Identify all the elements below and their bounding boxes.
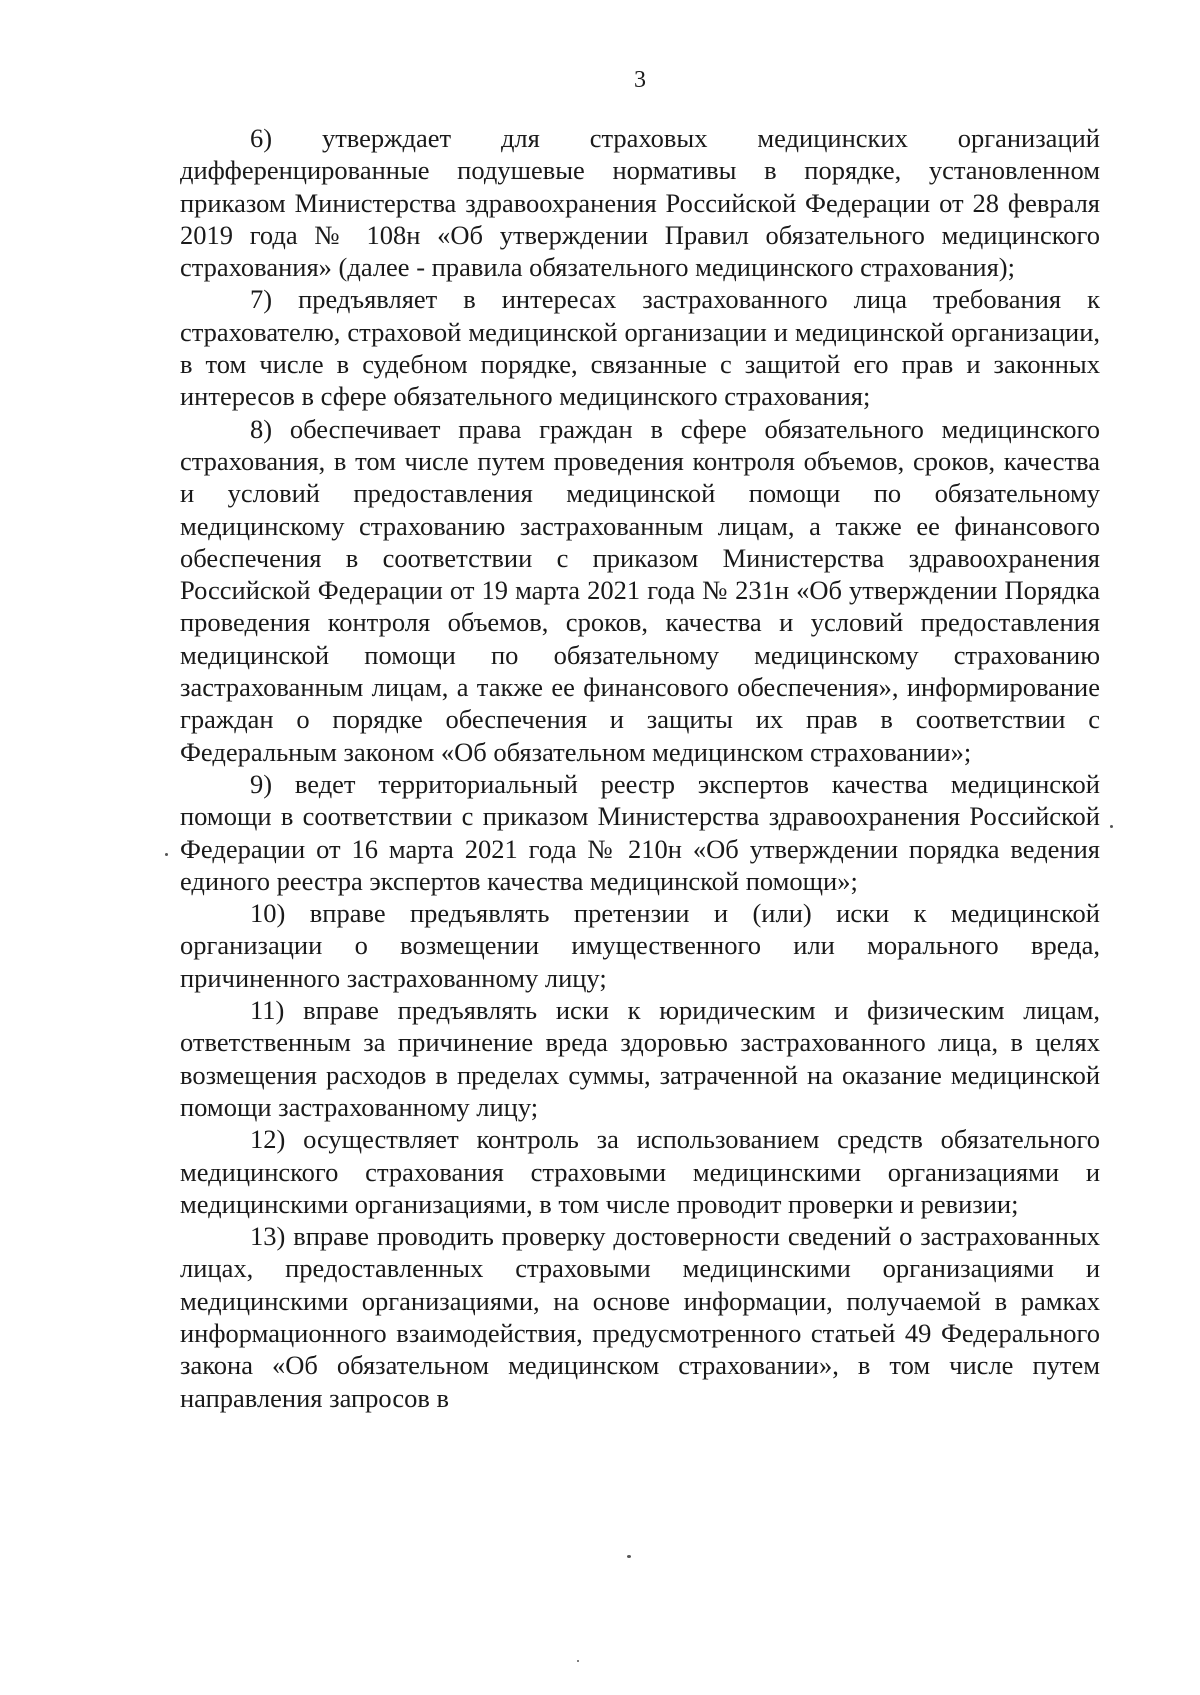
paragraph-item-12: 12) осуществляет контроль за использованием средств обязательного медицинского страхования страховыми медицинскими организациями и медицинскими организациями, в том числе проводит проверки и ревизии; xyxy=(180,1124,1100,1219)
scan-speck xyxy=(627,1555,631,1558)
paragraph-item-9: 9) ведет территориальный реестр экспертов качества медицинской помощи в соответствии с приказом Министерства здравоохранения Российской Федерации от 16 марта 2021 года № 210н «Об утверждении порядка ведения единого реестра экспертов качества медицинской помощи»; xyxy=(180,768,1100,896)
scan-speck xyxy=(1110,825,1113,828)
paragraph-item-11: 11) вправе предъявлять иски к юридическим и физическим лицам, ответственным за причинение вреда здоровью застрахованного лица, в целях возмещения расходов в пределах суммы, затраченной на оказание медицинской помощи застрахованному лицу; xyxy=(180,995,1100,1122)
paragraph-item-6: 6) утверждает для страховых медицинских организаций дифференцированные подушевые нормативы в порядке, установленном приказом Министерства здравоохранения Российской Федерации от 28 февраля 2019 года № 108н «Об утверждении Правил обязательного медицинского страхования» (далее - правила обязательного медицинского страхования); xyxy=(180,123,1100,283)
paragraph-item-7: 7) предъявляет в интересах застрахованного лица требования к страхователю, страховой медицинской организации и медицинской организации, в том числе в судебном порядке, связанные с защитой его прав и законных интересов в сфере обязательного медицинского страхования; xyxy=(180,284,1100,412)
scan-speck xyxy=(165,853,168,856)
paragraph-item-13-partial: 13) вправе проводить проверку достоверности сведений о застрахованных лицах, предоставленных страховыми медицинскими организациями и медицинскими организациями, на основе информации, получаемой в рамках информационного взаимодействия, предусмотренного статьей 49 Федерального закона «Об обязательном медицинском страховании», в том числе путем направления запросов в xyxy=(180,1221,1100,1413)
scan-speck xyxy=(577,1660,579,1662)
page-number: 3 xyxy=(634,67,646,93)
paragraph-item-10: 10) вправе предъявлять претензии и (или) иски к медицинской организации о возмещении имущественного или морального вреда, причиненного застрахованному лицу; xyxy=(180,898,1100,993)
paragraph-item-8: 8) обеспечивает права граждан в сфере обязательного медицинского страхования, в том числе путем проведения контроля объемов, сроков, качества и условий предоставления медицинской помощи по обязательному медицинскому страхованию застрахованным лицам, а также ее финансового обеспечения в соответствии с приказом Министерства здравоохранения Российской Федерации от 19 марта 2021 года № 231н «Об утверждении Порядка проведения контроля объемов, сроков, качества и условий предоставления медицинской помощи по обязательному медицинскому страхованию застрахованным лицам, а также ее финансового обеспечения», информирование граждан о порядке обеспечения и защиты их прав в соответствии с Федеральным законом «Об обязательном медицинском страховании»; xyxy=(180,413,1100,767)
document-body xyxy=(180,122,1100,1414)
